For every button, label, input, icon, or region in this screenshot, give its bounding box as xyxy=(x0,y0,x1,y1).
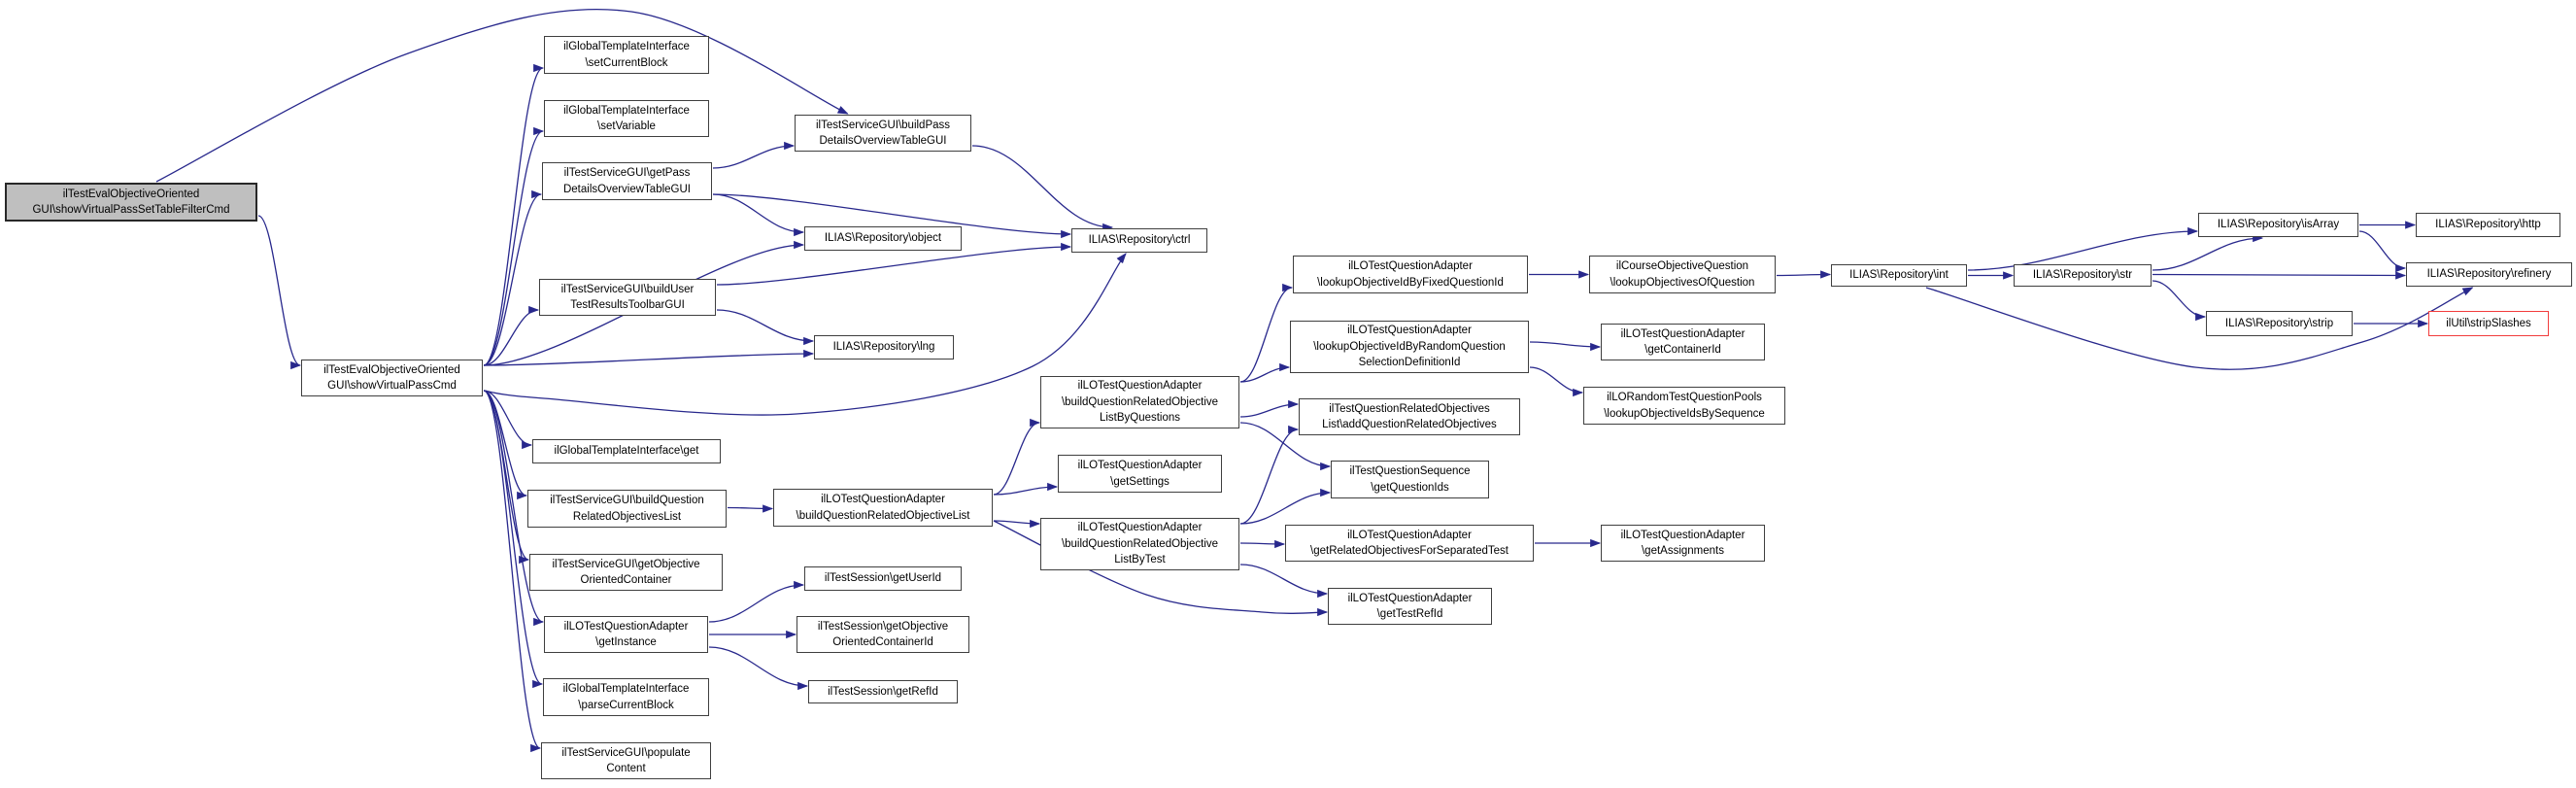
node-label-line: Content xyxy=(606,763,646,774)
graph-node-parse-current-block[interactable] xyxy=(543,678,709,716)
node-label-line: \getRelatedObjectivesForSeparatedTest xyxy=(1310,545,1508,557)
node-label-line: ilTestServiceGUI\getObjective xyxy=(552,558,700,570)
node-label-line: ilLOTestQuestionAdapter xyxy=(1347,325,1472,337)
node-label-line: \getSettings xyxy=(1110,475,1169,488)
graph-node-repository-refinery[interactable] xyxy=(2406,262,2572,287)
edge-build-list-by-questions--add-question-related-objectives xyxy=(1240,404,1298,417)
node-label-line: ilGlobalTemplateInterface xyxy=(563,104,690,117)
graph-node-lookup-objective-ids-by-sequence[interactable] xyxy=(1583,387,1785,425)
edge-adapter-build-question-related-objective-list--build-list-by-test xyxy=(994,521,1039,524)
node-label-line: ilTestEvalObjectiveOriented xyxy=(62,188,200,200)
node-label-line: ILIAS\Repository\isArray xyxy=(2217,219,2340,231)
graph-node-show-virtual-pass-set-table-filter-cmd[interactable] xyxy=(5,183,257,222)
node-label-line: ilLOTestQuestionAdapter xyxy=(1077,522,1203,534)
edge-build-user-test-results-toolbar-gui--repository-ctrl xyxy=(717,247,1070,285)
edge-build-question-related-objectives-list--adapter-build-question-related-objective-list xyxy=(728,508,772,509)
node-label-line: \setCurrentBlock xyxy=(585,56,668,69)
node-label-line: ilTestQuestionSequence xyxy=(1349,465,1471,477)
graph-node-get-settings[interactable] xyxy=(1058,455,1222,493)
graph-node-get-assignments[interactable] xyxy=(1601,525,1765,562)
node-label-line: GUI\showVirtualPassCmd xyxy=(327,380,457,392)
edge-lookup-objectives-of-question--repository-int xyxy=(1777,275,1830,276)
node-label-line: ilTestQuestionRelatedObjectives xyxy=(1329,402,1490,415)
graph-node-get-ref-id[interactable] xyxy=(808,680,958,703)
graph-node-set-variable[interactable] xyxy=(544,100,709,137)
graph-node-repository-is-array[interactable] xyxy=(2198,213,2358,237)
edge-build-list-by-test--get-question-ids xyxy=(1240,493,1330,524)
graph-node-repository-object[interactable] xyxy=(804,226,962,251)
node-label-line: ILIAS\Repository\lng xyxy=(832,341,935,354)
edge-show-virtual-pass-set-table-filter-cmd--show-virtual-pass-cmd xyxy=(258,216,300,365)
node-label-line: ilTestServiceGUI\populate xyxy=(561,746,691,759)
node-label-line: \getInstance xyxy=(595,636,657,648)
node-label-line: ilLOTestQuestionAdapter xyxy=(1348,260,1473,272)
edge-repository-str--repository-refinery xyxy=(2152,275,2405,276)
node-label-line: GUI\showVirtualPassSetTableFilterCmd xyxy=(32,204,230,216)
edge-adapter-get-instance--get-user-id xyxy=(709,585,803,622)
edge-adapter-get-instance--get-ref-id xyxy=(709,647,807,686)
edge-show-virtual-pass-cmd--set-current-block xyxy=(484,68,543,365)
graph-node-repository-ctrl[interactable] xyxy=(1071,228,1207,253)
graph-node-show-virtual-pass-cmd[interactable] xyxy=(301,360,483,396)
edge-repository-int--repository-refinery xyxy=(1926,288,2472,369)
node-label-line: \setVariable xyxy=(597,120,656,132)
graph-node-get-user-id[interactable] xyxy=(804,566,962,591)
node-label-line: \buildQuestionRelatedObjectiveList xyxy=(796,509,970,522)
node-label-line: TestResultsToolbarGUI xyxy=(570,299,685,311)
node-label-line: RelatedObjectivesList xyxy=(572,510,682,523)
graph-node-set-current-block[interactable] xyxy=(544,36,709,74)
edge-build-list-by-test--get-test-ref-id xyxy=(1240,565,1327,594)
graph-node-lookup-objectives-of-question[interactable] xyxy=(1589,256,1776,293)
node-label-line: ListByTest xyxy=(1114,554,1166,566)
edge-repository-str--repository-strip xyxy=(2152,281,2205,317)
graph-node-populate-content[interactable] xyxy=(541,742,711,779)
node-label-line: \lookupObjectiveIdByFixedQuestionId xyxy=(1317,276,1504,289)
node-label-line: ilTestServiceGUI\buildUser xyxy=(560,283,695,295)
node-label-line: ilLOTestQuestionAdapter xyxy=(1347,592,1473,604)
edge-build-user-test-results-toolbar-gui--repository-lng xyxy=(717,310,813,341)
graph-node-get-related-objectives-for-separated-test[interactable] xyxy=(1285,525,1534,562)
node-label-line: \buildQuestionRelatedObjective xyxy=(1061,537,1219,550)
node-label-line: \parseCurrentBlock xyxy=(578,699,674,711)
graph-node-build-pass-details-overview-table-gui[interactable] xyxy=(795,115,971,152)
graph-node-add-question-related-objectives[interactable] xyxy=(1299,398,1520,435)
graph-node-repository-lng[interactable] xyxy=(814,335,954,360)
node-label-line: ilLOTestQuestionAdapter xyxy=(1620,529,1746,541)
graph-node-adapter-get-instance[interactable] xyxy=(544,616,708,653)
graph-node-template-get[interactable] xyxy=(532,439,721,463)
graph-node-get-pass-details-overview-table-gui[interactable] xyxy=(542,162,712,200)
graph-node-build-user-test-results-toolbar-gui[interactable] xyxy=(539,279,716,316)
node-label-line: \getTestRefId xyxy=(1376,608,1443,620)
node-label-line: ILIAS\Repository\strip xyxy=(2224,317,2334,329)
node-label-line: ILIAS\Repository\int xyxy=(1849,269,1949,282)
edge-repository-str--repository-is-array xyxy=(2152,238,2262,270)
graph-node-build-list-by-test[interactable] xyxy=(1040,518,1239,570)
edge-show-virtual-pass-cmd--set-variable xyxy=(484,131,543,365)
edge-repository-is-array--repository-refinery xyxy=(2359,231,2405,268)
graph-node-repository-strip[interactable] xyxy=(2206,311,2353,336)
node-label-line: ListByQuestions xyxy=(1099,412,1181,425)
node-label-line: OrientedContainer xyxy=(580,574,672,586)
node-label-line: List\addQuestionRelatedObjectives xyxy=(1322,419,1497,430)
edge-lookup-objective-id-by-random-question--get-container-id xyxy=(1530,342,1600,347)
graph-node-get-objective-oriented-container-id[interactable] xyxy=(797,616,969,653)
graph-node-repository-int[interactable] xyxy=(1831,264,1967,287)
node-label-line: ilTestSession\getRefId xyxy=(828,685,938,698)
node-label-line: ilLOTestQuestionAdapter xyxy=(1077,460,1203,471)
graph-node-repository-http[interactable] xyxy=(2416,213,2560,237)
node-label-line: \lookupObjectiveIdsBySequence xyxy=(1604,407,1765,420)
node-label-line: ilLOTestQuestionAdapter xyxy=(821,494,945,505)
node-label-line: ILIAS\Repository\object xyxy=(824,232,942,245)
node-label-line: \lookupObjectiveIdByRandomQuestion xyxy=(1313,340,1506,353)
graph-node-repository-str[interactable] xyxy=(2014,264,2152,287)
node-label-line: \lookupObjectivesOfQuestion xyxy=(1610,276,1755,289)
node-label-line: OrientedContainerId xyxy=(832,636,933,648)
edge-lookup-objective-id-by-random-question--lookup-objective-ids-by-sequence xyxy=(1530,367,1582,393)
edge-show-virtual-pass-cmd--parse-current-block xyxy=(484,391,542,684)
graph-node-get-question-ids[interactable] xyxy=(1331,461,1489,498)
edge-group xyxy=(156,10,2472,748)
node-label-line: ILIAS\Repository\str xyxy=(2032,269,2133,282)
node-label-line: \getQuestionIds xyxy=(1371,481,1449,494)
node-label-line: ilTestSession\getUserId xyxy=(824,572,942,585)
graph-node-adapter-build-question-related-objective-list[interactable] xyxy=(773,489,993,527)
node-label-line: ilLOTestQuestionAdapter xyxy=(1347,529,1472,541)
edge-build-pass-details-overview-table-gui--repository-ctrl xyxy=(972,146,1112,227)
edge-build-list-by-test--get-related-objectives-for-separated-test xyxy=(1240,543,1284,544)
node-label-line: ilCourseObjectiveQuestion xyxy=(1615,260,1749,272)
node-label-line: SelectionDefinitionId xyxy=(1358,357,1461,369)
node-label-line: ilLOTestQuestionAdapter xyxy=(563,620,689,633)
edge-show-virtual-pass-set-table-filter-cmd--build-pass-details-overview-table-gui xyxy=(156,10,848,182)
node-label-line: ILIAS\Repository\refinery xyxy=(2426,268,2552,281)
edge-build-list-by-questions--lookup-objective-id-by-random-question xyxy=(1240,367,1289,382)
edge-build-list-by-test--add-question-related-objectives xyxy=(1240,429,1298,524)
node-label-line: ilLOTestQuestionAdapter xyxy=(1620,327,1746,340)
graph-node-lookup-objective-id-by-fixed-question-id[interactable] xyxy=(1293,256,1528,293)
node-label-line: ilGlobalTemplateInterface xyxy=(562,683,690,695)
node-label-line: ilLORandomTestQuestionPools xyxy=(1607,392,1762,403)
graph-node-get-test-ref-id[interactable] xyxy=(1328,588,1492,625)
graph-node-lookup-objective-id-by-random-question[interactable] xyxy=(1290,321,1529,373)
graph-node-get-objective-oriented-container[interactable] xyxy=(529,554,723,591)
node-label-line: ilTestServiceGUI\buildQuestion xyxy=(550,495,704,506)
node-label-line: ilUtil\stripSlashes xyxy=(2446,317,2531,329)
node-label-line: ilTestServiceGUI\buildPass xyxy=(815,119,951,131)
node-label-line: ilGlobalTemplateInterface xyxy=(563,41,690,52)
node-label-line: DetailsOverviewTableGUI xyxy=(562,183,691,195)
graph-node-ilutil-strip-slashes[interactable] xyxy=(2428,311,2549,336)
edge-adapter-build-question-related-objective-list--build-list-by-questions xyxy=(994,423,1039,495)
graph-node-get-container-id[interactable] xyxy=(1601,324,1765,360)
node-label-line: ILIAS\Repository\ctrl xyxy=(1088,234,1191,247)
node-label-line: ilTestSession\getObjective xyxy=(817,620,949,633)
edge-get-pass-details-overview-table-gui--build-pass-details-overview-table-gui xyxy=(713,146,794,168)
graph-node-build-question-related-objectives-list[interactable] xyxy=(527,490,727,528)
node-label-line: \buildQuestionRelatedObjective xyxy=(1061,395,1219,408)
node-label-line: ILIAS\Repository\http xyxy=(2435,219,2541,231)
node-label-line: ilTestEvalObjectiveOriented xyxy=(323,363,460,376)
node-label-line: \getAssignments xyxy=(1641,545,1724,557)
graph-node-build-list-by-questions[interactable] xyxy=(1040,376,1239,428)
node-label-line: DetailsOverviewTableGUI xyxy=(819,135,947,147)
node-label-line: ilLOTestQuestionAdapter xyxy=(1077,380,1203,393)
node-label-line: ilGlobalTemplateInterface\get xyxy=(554,445,699,458)
node-label-line: \getContainerId xyxy=(1644,344,1721,356)
node-label-line: ilTestServiceGUI\getPass xyxy=(563,167,691,179)
